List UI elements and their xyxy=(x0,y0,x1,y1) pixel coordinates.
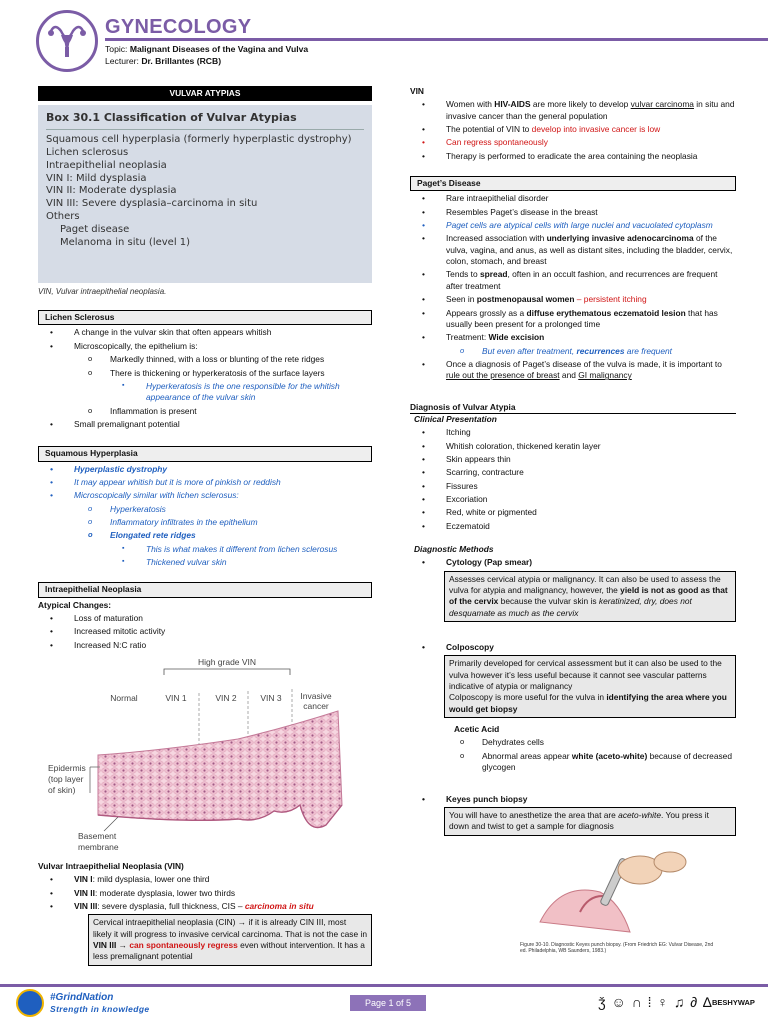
vin-right-list xyxy=(410,99,736,162)
vin-heading: Vulvar Intraepithelial Neoplasia (VIN) xyxy=(38,861,184,872)
box-caption: VIN, Vulvar intraepithelial neoplasia. xyxy=(38,287,167,297)
diagram-label-top-layer: (top layer xyxy=(48,774,84,785)
list-item: • Tends to spread, often in an occult fashion, and recurrences are frequent after treatment xyxy=(410,269,736,292)
lecturer-line: Lecturer: Dr. Brillantes (RCB) xyxy=(105,56,222,66)
list-item: o Markedly thinned, with a loss or blunting of the rete ridges xyxy=(38,354,372,365)
uterus-icon xyxy=(36,10,98,72)
diagram-label-vin1: VIN 1 xyxy=(165,693,187,704)
diagram-label-cancer: cancer xyxy=(303,701,329,712)
page-indicator: Page 1 of 5 xyxy=(350,995,426,1011)
acetic-heading: Acetic Acid xyxy=(454,724,500,735)
figure-caption: Figure 30-10. Diagnostic Keyes punch biopsy. (From Friedrich EG: Vulvar Disease, 2nd ed. Philadelphia, WB Saunders, 1983.) xyxy=(520,941,714,954)
box-title: Box 30.1 Classification of Vulvar Atypias xyxy=(46,111,364,130)
footer-brand: #GrindNation xyxy=(50,992,114,1003)
list-item: • Eczematoid xyxy=(410,521,736,532)
list-item: • Fissures xyxy=(410,481,736,492)
diagram-label-vin3: VIN 3 xyxy=(260,693,282,704)
clinical-list xyxy=(410,427,736,532)
list-item: • VIN III: severe dysplasia, full thickness, CIS – carcinoma in situ xyxy=(38,901,372,912)
list-item: • Itching xyxy=(410,427,736,438)
list-item: • Rare intraepithelial disorder xyxy=(410,193,736,204)
left-column xyxy=(38,86,372,966)
list-item: • Microscopically similar with lichen sclerosus: xyxy=(38,490,372,501)
topic-line: Topic: Malignant Diseases of the Vagina and Vulva xyxy=(105,44,309,54)
list-item: • Hyperplastic dystrophy xyxy=(38,464,372,475)
box-item: VIN I: Mild dysplasia xyxy=(46,172,147,184)
section-heading-ien: Intraepithelial Neoplasia xyxy=(38,582,372,597)
box-item: Lichen sclerosus xyxy=(46,146,129,158)
box-sub-item: Melanoma in situ (level 1) xyxy=(60,236,191,248)
box-item: VIN III: Severe dysplasia–carcinoma in situ xyxy=(46,198,258,210)
vin-list xyxy=(38,874,372,912)
list-item: • Treatment: Wide excision xyxy=(410,332,736,343)
list-item: ▪ Thickened vulvar skin xyxy=(38,557,372,568)
list-item: o There is thickening or hyperkeratosis of the surface layers xyxy=(38,368,372,379)
box-item: Intraepithelial neoplasia xyxy=(46,159,167,171)
page-title: GYNECOLOGY xyxy=(105,16,252,38)
list-item: ▪ Hyperkeratosis is the one responsible for the whitish appearance of the vulvar skin xyxy=(38,381,372,404)
list-item: • VIN II: moderate dysplasia, lower two thirds xyxy=(38,888,372,899)
list-item: o Inflammatory infiltrates in the epithelium xyxy=(38,517,372,528)
list-item: • Colposcopy xyxy=(410,642,736,653)
section-heading: VULVAR ATYPIAS xyxy=(38,86,372,101)
list-item: • VIN I: mild dysplasia, lower one third xyxy=(38,874,372,885)
list-item: • Whitish coloration, thickened keratin layer xyxy=(410,441,736,452)
grindnation-logo-icon xyxy=(16,989,44,1017)
acetic-list xyxy=(410,737,736,773)
list-item: • Microscopically, the epithelium is: xyxy=(38,341,372,352)
diagram-label-vin2: VIN 2 xyxy=(215,693,237,704)
box-item: VIN II: Moderate dysplasia xyxy=(46,185,177,197)
diagram-label-normal: Normal xyxy=(110,693,138,704)
list-item: • Small premalignant potential xyxy=(38,419,372,430)
list-item: o But even after treatment, recurrences are frequent xyxy=(410,346,736,357)
box-item: Squamous cell hyperplasia (formerly hyperplastic dystrophy) xyxy=(46,134,352,146)
list-item: • Increased association with underlying invasive adenocarcinoma of the vulva, vagina, and anus, as well as distant sites, including the bladder, cervix, colon, stomach, and breast xyxy=(410,233,736,267)
list-item: • Appears grossly as a diffuse erythematous eczematoid lesion that has usually been present for a prolonged time xyxy=(410,308,736,331)
list-item: o Elongated rete ridges xyxy=(38,530,372,541)
list-item: • Once a diagnosis of Paget’s disease of the vulva is made, it is important to rule out the presence of breast and GI malignancy xyxy=(410,359,736,382)
list-item: • Skin appears thin xyxy=(410,454,736,465)
vin-diagram-svg xyxy=(38,655,372,855)
vin-right-heading: VIN xyxy=(410,86,424,96)
keyes-list xyxy=(410,794,736,805)
footer-author: BESHYWAP xyxy=(712,998,755,1007)
page-header xyxy=(0,0,768,80)
diagram-label-of-skin: of skin) xyxy=(48,785,76,796)
list-item: • Increased mitotic activity xyxy=(38,626,372,637)
list-item: ▪ This is what makes it different from lichen sclerosus xyxy=(38,544,372,555)
section-heading-paget: Paget’s Disease xyxy=(410,176,736,191)
list-item: • Red, white or pigmented xyxy=(410,507,736,518)
colposcopy-box: Primarily developed for cervical assessment but it can also be used to the vulva however it’s less useful because it cannot see vascular patterns indicative of atypia or malignancy Colposcopy is more useful for the vulva in identifying the area where you would get biopsy xyxy=(444,655,736,718)
list-item: • Keyes punch biopsy xyxy=(410,794,736,805)
list-item: • Scarring, contracture xyxy=(410,467,736,478)
methods-heading: Diagnostic Methods xyxy=(414,544,494,554)
biopsy-illustration xyxy=(520,842,720,942)
list-item: • Paget cells are atypical cells with large nuclei and vacuolated cytoplasm xyxy=(410,220,736,231)
list-item: • It may appear whitish but it is more of pinkish or reddish xyxy=(38,477,372,488)
footer-divider xyxy=(0,984,768,987)
ien-list xyxy=(38,613,372,651)
diagram-label-high-grade: High grade VIN xyxy=(197,657,257,668)
clinical-heading: Clinical Presentation xyxy=(414,413,497,424)
colposcopy-list xyxy=(410,642,736,653)
methods-list xyxy=(410,557,736,568)
footer-tagline: Strength in knowledge xyxy=(50,1004,150,1014)
list-item: • The potential of VIN to develop into invasive cancer is low xyxy=(410,124,736,135)
list-item: • Can regress spontaneously xyxy=(410,137,736,148)
vin-progression-diagram xyxy=(38,655,372,855)
list-item: • Loss of maturation xyxy=(38,613,372,624)
list-item: o Dehydrates cells xyxy=(410,737,736,748)
list-item: o Hyperkeratosis xyxy=(38,504,372,515)
right-column xyxy=(410,86,736,952)
diagram-label-epidermis: Epidermis xyxy=(48,763,86,774)
paget-list xyxy=(410,193,736,381)
box-item: Others xyxy=(46,210,80,222)
list-item: • Resembles Paget’s disease in the breast xyxy=(410,207,736,218)
cytology-box: Assesses cervical atypia or malignancy. It can also be used to assess the vulva for atypia and malignancy, however, the yield is not as good as that of the cervix because the vulvar skin is keratinized, dry, does not desquamate as much as the cervix xyxy=(444,571,736,622)
squamous-list xyxy=(38,464,372,569)
list-item: • Seen in postmenopausal women – persistent itching xyxy=(410,294,736,305)
subheading: Atypical Changes: xyxy=(38,599,112,610)
diagram-label-membrane: membrane xyxy=(78,842,119,853)
list-item: o Inflammation is present xyxy=(38,406,372,417)
lichen-list xyxy=(38,327,372,430)
list-item: • Therapy is performed to eradicate the area containing the neoplasia xyxy=(410,151,736,162)
header-divider xyxy=(105,38,768,41)
list-item: o Abnormal areas appear white (aceto-white) because of decreased glycogen xyxy=(410,751,736,774)
list-item: • Increased N:C ratio xyxy=(38,640,372,651)
list-item: • Women with HIV-AIDS are more likely to develop vulvar carcinoma in situ and invasive cancer than the general population xyxy=(410,99,736,122)
classification-box xyxy=(38,105,372,283)
list-item: • A change in the vulvar skin that often appears whitish xyxy=(38,327,372,338)
biopsy-figure xyxy=(410,842,736,952)
list-item: • Cytology (Pap smear) xyxy=(410,557,736,568)
diagram-label-invasive: Invasive xyxy=(300,691,332,702)
keyes-box: You will have to anesthetize the area that are aceto-white. You press it down and twist to get a sample for diagnosis xyxy=(444,807,736,836)
team-icons: ǯ ☺ ∩ ⁞ ♀ ♫ ∂ ∆ xyxy=(598,994,713,1010)
page-footer xyxy=(0,984,768,1024)
diagram-label-basement: Basement xyxy=(78,831,117,842)
section-heading-lichen: Lichen Sclerosus xyxy=(38,310,372,325)
section-heading-squamous: Squamous Hyperplasia xyxy=(38,446,372,461)
list-item: • Excoriation xyxy=(410,494,736,505)
vin-note-box: Cervical intraepithelial neoplasia (CIN) → if it is already CIN III, most likely it will progress to invasive cervical carcinoma. That is not the case in VIN III → can spontaneously regress even without intervention. It has a less premalignant potential xyxy=(88,914,372,965)
box-sub-item: Paget disease xyxy=(60,223,130,235)
diagnosis-heading: Diagnosis of Vulvar Atypia xyxy=(410,402,736,414)
